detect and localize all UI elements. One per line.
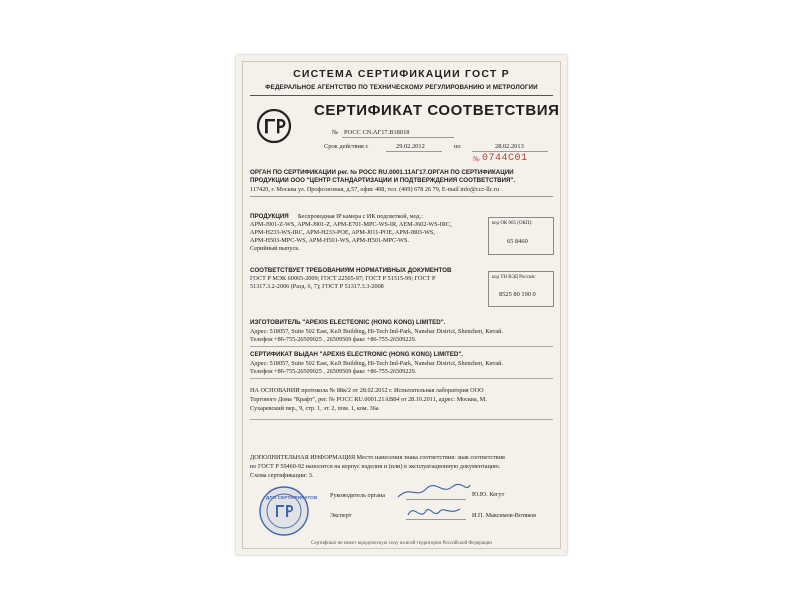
okp-code-label: код ОК 005 (ОКП): [492, 221, 533, 226]
product-line-1: Беспроводная IP камера с ИК подсветкой, мод.: [298, 213, 423, 220]
basis-line-1: НА ОСНОВАНИИ протокола № 88к/2 от 28.02.2012 г. Испытательная лаборатория ООО [250, 387, 484, 394]
certificate-title: СЕРТИФИКАТ СООТВЕТСТВИЯ [314, 102, 560, 119]
expert-name: И.П. Максимов-Вотяков [472, 512, 537, 519]
conformity-line-1: СООТВЕТСТВУЕТ ТРЕБОВАНИЯМ НОРМАТИВНЫХ ДОКУМЕНТОВ [250, 267, 452, 274]
manufacturer-phone: Телефон +86-755-26509025 , 26509569 факс +86-755-26509229. [250, 336, 417, 343]
agency-header: ФЕДЕРАЛЬНОЕ АГЕНТСТВО ПО ТЕХНИЧЕСКОМУ РЕГУЛИРОВАНИЮ И МЕТРОЛОГИИ [265, 84, 538, 91]
additional-line-3: Схема сертификации: 3. [250, 472, 314, 479]
basis-line-2: Торгового Дома "Крафт", рег. № РОСС RU.0001.21АВ84 от 28.10.2011, адрес: Москва, М. [250, 396, 487, 403]
footer-note: Сертификат не имеет юридическую силу на всей территории Российской Федерации [311, 541, 492, 546]
seal-text: ДЛЯ СЕРТИФИКАТОВ [266, 495, 318, 500]
product-label: ПРОДУКЦИЯ [250, 213, 289, 220]
additional-line-2: по ГОСТ Р 50460-92 наносится на корпус изделия и (или) в эксплуатационную документацию. [250, 463, 501, 470]
additional-line-1: ДОПОЛНИТЕЛЬНАЯ ИНФОРМАЦИЯ Место нанесения знака соответствия: знак соответствия [250, 454, 505, 461]
product-line-5: Серийный выпуск. [250, 245, 300, 252]
header-divider [250, 95, 553, 96]
organ-address: 117420, г. Москва ул. Профсоюзная, д.57, офис 408, тел. (499) 678 26 79, E-mail info@ccc-llc.ru [250, 186, 500, 193]
product-line-2: APM-J901-Z-WS, APM-J901-Z, APM-E701-MPC-WS-IR, AEM-J602-WS-IRC, [250, 221, 452, 228]
expert-signature-icon [404, 501, 464, 523]
cert-number-label: № [332, 129, 339, 136]
validity-to: 28.02.2013 [495, 143, 524, 150]
tnved-code-label: код ТН ВЭД России: [492, 275, 536, 280]
tnved-code-box [488, 271, 554, 307]
conformity-line-3: 51317.3.2-2006 (Разд. 6, 7); ГОСТ Р 51317.3.3-2008 [250, 283, 384, 290]
validity-from: 29.02.2012 [396, 143, 425, 150]
serial-number-label: № [473, 155, 480, 163]
product-line-3: APM-H233-WS-IRC, APM-H233-POE, APM-J011-POE, APM-J803-WS, [250, 229, 435, 236]
expert-label: Эксперт [330, 512, 352, 519]
head-of-organ-name: Ю.Ю. Кегут [472, 491, 505, 498]
tnved-code: 8525 80 190 0 [499, 291, 536, 298]
certification-seal-icon [258, 485, 310, 537]
organ-line-1: ОРГАН ПО СЕРТИФИКАЦИИ рег. № РОСС RU.0001.11АГ17.ОРГАН ПО СЕРТИФИКАЦИИ [250, 169, 514, 176]
serial-number: 0744С01 [482, 153, 528, 164]
issued-phone: Телефон +86-755-26509025 , 26509569 факс +86-755-26509229. [250, 368, 417, 375]
issued-address: Адрес: 518057, Suite 502 East, KeJi Building, Hi-Tech Ind-Park, Nanshar District, Shenzhen, Китай. [250, 360, 504, 367]
validity-from-underline [386, 151, 442, 152]
manufacturer-address: Адрес: 518057, Suite 502 East, KeJi Building, Hi-Tech Ind-Park, Nanshar District, Shenzhen, Китай. [250, 328, 504, 335]
okp-code: 65 8460 [507, 238, 528, 245]
system-header: СИСТЕМА СЕРТИФИКАЦИИ ГОСТ Р [293, 68, 510, 80]
head-signature-icon [396, 481, 472, 503]
cert-number: РОСС CN.АГ17.В18018 [344, 129, 410, 136]
gost-r-logo-icon [256, 108, 292, 144]
manufacturer-divider [250, 346, 553, 347]
validity-label: Срок действия с [324, 143, 369, 150]
head-of-organ-label: Руководитель органа [330, 492, 386, 499]
product-line-4: APM-H503-MPC-WS, APM-H501-WS, APM-H501-MPC-WS. [250, 237, 410, 244]
issued-line-1: СЕРТИФИКАТ ВЫДАН "APEXIS ELECTRONIC (HONG KONG) LIMITED". [250, 351, 463, 358]
manufacturer-line-1: ИЗГОТОВИТЕЛЬ "APEXIS ELECTEONIC (HONG KONG) LIMITED". [250, 319, 446, 326]
cert-number-underline [342, 137, 454, 138]
certificate-sheet [236, 55, 567, 555]
validity-to-label: по [454, 143, 461, 150]
conformity-line-2: ГОСТ Р МЭК 60065-2009; ГОСТ 22505-97; ГОСТ Р 51515-99; ГОСТ Р [250, 275, 436, 282]
validity-to-underline [472, 151, 548, 152]
basis-line-3: Сухаревский пер., 9, стр. 1, эт. 2, пом. 1, ком. 36а [250, 405, 379, 412]
basis-divider [250, 419, 553, 420]
okp-code-box [488, 217, 554, 255]
organ-line-2: ПРОДУКЦИИ ООО "ЦЕНТР СТАНДАРТИЗАЦИИ И ПОДТВЕРЖДЕНИЯ СООТВЕТСТВИЯ". [250, 177, 516, 184]
organ-divider [250, 196, 553, 197]
issued-divider [250, 378, 553, 379]
